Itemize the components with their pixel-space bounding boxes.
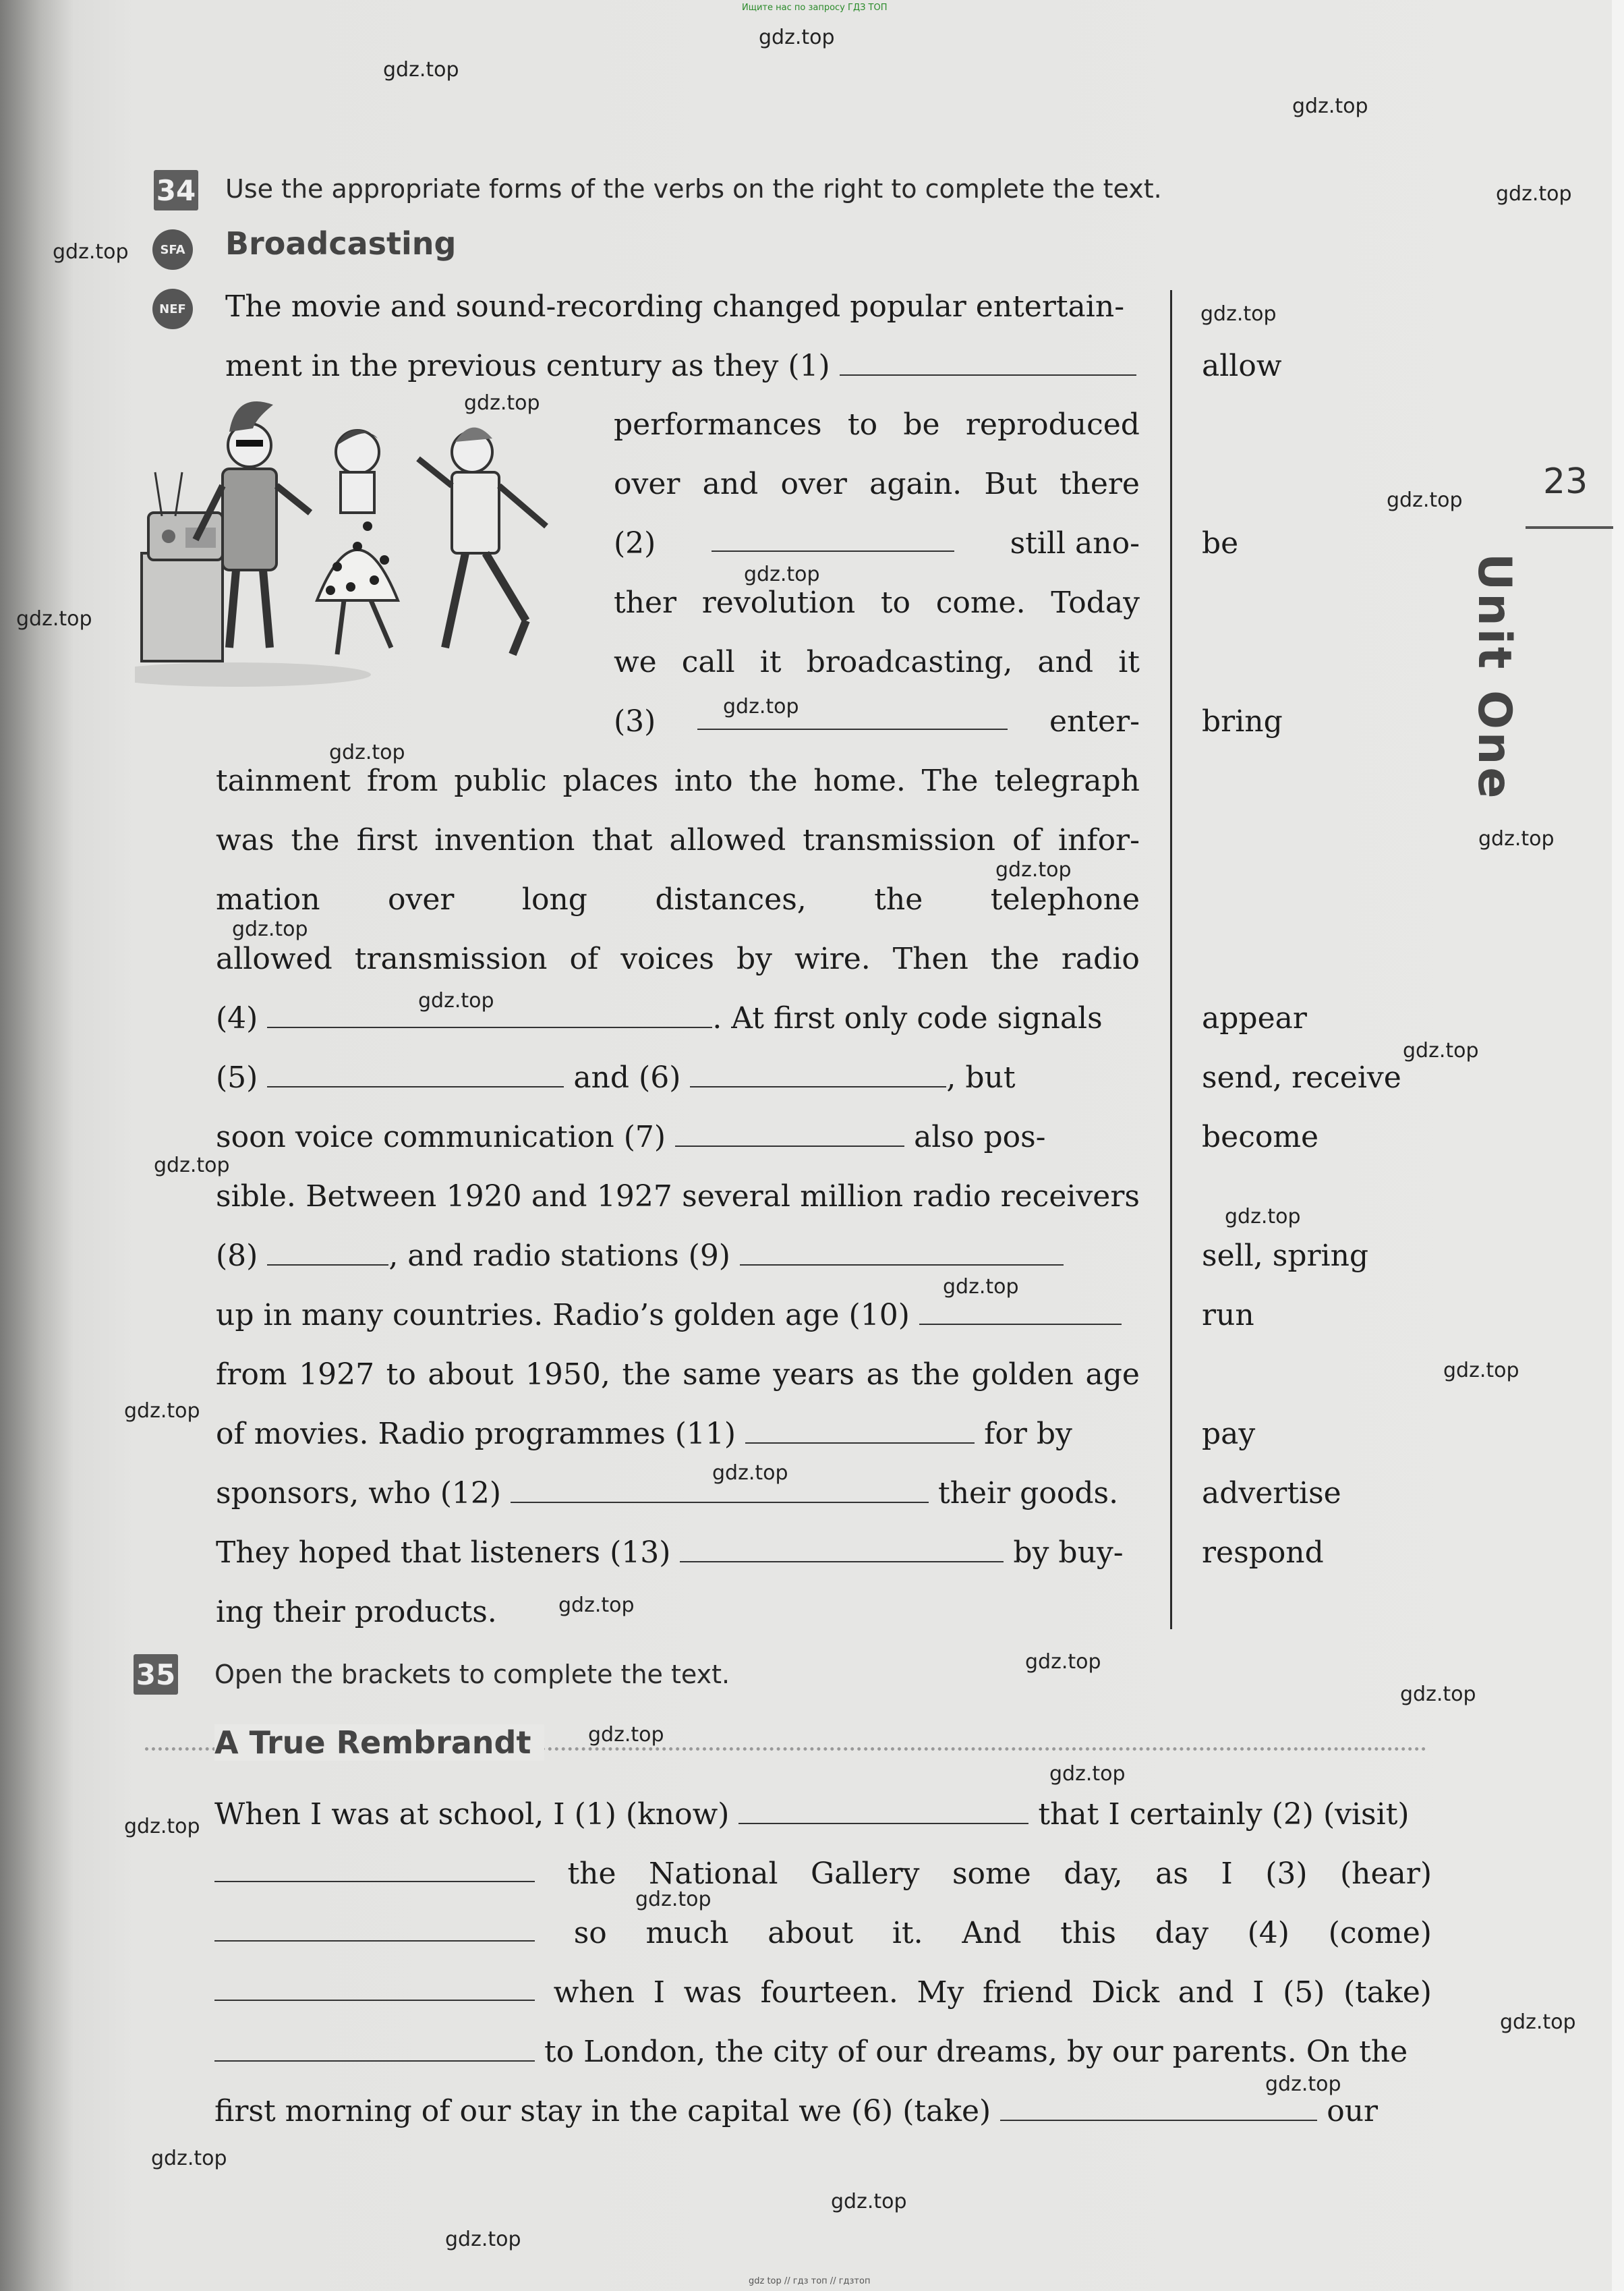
word: years bbox=[773, 1357, 855, 1392]
text-line bbox=[614, 405, 1140, 445]
answer-blank-8[interactable] bbox=[267, 1237, 388, 1266]
word: over bbox=[614, 467, 680, 501]
word: Between bbox=[306, 1179, 437, 1214]
answer-blank-35-5[interactable] bbox=[214, 2033, 535, 2062]
word: the bbox=[622, 1357, 671, 1392]
answer-blank-10[interactable] bbox=[919, 1297, 1122, 1325]
answer-blank-35-2[interactable] bbox=[214, 1854, 535, 1882]
watermark: gdz.top bbox=[1496, 182, 1572, 206]
watermark: gdz.top bbox=[635, 1888, 712, 1911]
word: transmission bbox=[354, 942, 548, 976]
page-edge bbox=[1612, 0, 1624, 2291]
watermark: gdz.top bbox=[558, 1593, 635, 1617]
word: (3) bbox=[1265, 1857, 1308, 1891]
exercise-number: 34 bbox=[154, 170, 198, 210]
text-line bbox=[216, 880, 1140, 920]
verb-hint: sell, spring bbox=[1202, 1239, 1369, 1273]
word: allowed bbox=[216, 942, 332, 976]
watermark: gdz.top bbox=[1478, 827, 1555, 851]
watermark: gdz.top bbox=[1225, 1205, 1301, 1228]
word: of bbox=[569, 942, 599, 976]
word: transmission bbox=[803, 823, 996, 857]
exercise-instruction: Use the appropriate forms of the verbs on the right to complete the text. bbox=[225, 174, 1162, 204]
text-segment: soon voice communication (7) bbox=[216, 1120, 666, 1154]
answer-blank-3[interactable] bbox=[697, 702, 1008, 730]
watermark: gdz.top bbox=[995, 858, 1072, 882]
text-line bbox=[216, 1177, 1140, 1217]
verb-hint: run bbox=[1202, 1298, 1254, 1332]
text-line bbox=[216, 1295, 1122, 1336]
word: some bbox=[952, 1857, 1031, 1891]
word: (5) bbox=[1283, 1975, 1325, 2010]
word: that bbox=[591, 823, 653, 857]
word: performances bbox=[614, 407, 822, 442]
answer-blank-9[interactable] bbox=[740, 1237, 1064, 1266]
text-segment: (8) bbox=[216, 1239, 258, 1273]
text-segment: enter- bbox=[1049, 704, 1140, 739]
word: telegraph bbox=[994, 764, 1140, 798]
watermark: gdz.top bbox=[383, 58, 459, 82]
word: wire. bbox=[794, 942, 871, 976]
word: it bbox=[759, 645, 782, 679]
text-line bbox=[216, 1058, 1016, 1098]
dancers-illustration bbox=[135, 378, 607, 688]
text-line bbox=[614, 524, 1140, 564]
word: much bbox=[645, 1916, 729, 1950]
word: from bbox=[366, 764, 438, 798]
text-segment: ment in the previous century as they (1) bbox=[225, 349, 830, 383]
answer-blank-11[interactable] bbox=[745, 1415, 975, 1444]
watermark: gdz.top bbox=[1387, 488, 1463, 512]
word: of bbox=[1012, 823, 1041, 857]
answer-blank-35-3[interactable] bbox=[214, 1913, 535, 1942]
word: this bbox=[1060, 1916, 1116, 1950]
watermark: gdz.top bbox=[445, 2228, 521, 2251]
answer-blank-4[interactable] bbox=[267, 1000, 712, 1028]
section-heading: A True Rembrandt bbox=[214, 1724, 544, 1761]
bottom-note: gdz top // гдз топ // гдзтоп bbox=[749, 2276, 871, 2286]
section-heading: Broadcasting bbox=[225, 225, 457, 262]
text-segment: sponsors, who (12) bbox=[216, 1476, 502, 1510]
watermark: gdz.top bbox=[1400, 1682, 1476, 1706]
text-line: ing their products. bbox=[216, 1595, 497, 1629]
verb-hint: bring bbox=[1202, 704, 1283, 739]
text-line bbox=[614, 702, 1140, 742]
top-search-note: Ищите нас по запросу ГДЗ ТОП bbox=[742, 3, 888, 13]
verb-hint: be bbox=[1202, 526, 1239, 561]
word: about bbox=[767, 1916, 854, 1950]
word: the bbox=[990, 942, 1039, 976]
word: we bbox=[614, 645, 657, 679]
answer-blank-35-6[interactable] bbox=[1000, 2093, 1317, 2121]
word: National bbox=[648, 1857, 778, 1891]
text-line bbox=[216, 820, 1140, 861]
word: public bbox=[454, 764, 547, 798]
answer-blank-7[interactable] bbox=[675, 1119, 904, 1147]
word: was bbox=[683, 1975, 743, 2010]
word: the bbox=[749, 764, 798, 798]
watermark: gdz.top bbox=[16, 607, 92, 631]
word: I bbox=[653, 1975, 665, 2010]
text-line bbox=[216, 1473, 1118, 1514]
word: about bbox=[428, 1357, 514, 1392]
text-segment: up in many countries. Radio’s golden age (10) bbox=[216, 1298, 910, 1332]
word: revolution bbox=[701, 586, 856, 620]
word: from bbox=[216, 1357, 287, 1392]
verb-hint: send, receive bbox=[1202, 1060, 1401, 1095]
watermark: gdz.top bbox=[1403, 1039, 1479, 1063]
text-segment: (3) bbox=[614, 704, 656, 739]
text-line: The movie and sound-recording changed popular entertain- bbox=[225, 289, 1125, 324]
word: Dick bbox=[1091, 1975, 1160, 2010]
text-segment: first morning of our stay in the capital we (6) (take) bbox=[214, 2094, 991, 2128]
word: I bbox=[1252, 1975, 1265, 2010]
verb-hint: advertise bbox=[1202, 1476, 1341, 1510]
watermark: gdz.top bbox=[759, 26, 835, 49]
word: invention bbox=[434, 823, 575, 857]
word: and bbox=[702, 467, 759, 501]
watermark: gdz.top bbox=[232, 917, 308, 941]
word: fourteen. bbox=[760, 1975, 898, 2010]
watermark: gdz.top bbox=[744, 563, 820, 586]
word: (hear) bbox=[1340, 1857, 1432, 1891]
word: come. bbox=[935, 586, 1026, 620]
exercise-number: 35 bbox=[134, 1654, 178, 1695]
text-line bbox=[216, 1117, 1046, 1158]
watermark: gdz.top bbox=[53, 240, 129, 264]
word: same bbox=[683, 1357, 761, 1392]
sfa-badge-icon: SFA bbox=[152, 229, 193, 270]
text-segment: still ano- bbox=[1010, 526, 1140, 561]
word: over bbox=[388, 882, 455, 917]
word: Gallery bbox=[811, 1857, 920, 1891]
word: by bbox=[736, 942, 772, 976]
word: (take) bbox=[1343, 1975, 1432, 2010]
word: and bbox=[531, 1179, 587, 1214]
word: and bbox=[1037, 645, 1094, 679]
word: friend bbox=[982, 1975, 1073, 2010]
word: there bbox=[1059, 467, 1140, 501]
word: was bbox=[216, 823, 274, 857]
text-line bbox=[216, 761, 1140, 801]
word: 1927 bbox=[299, 1357, 375, 1392]
word: million bbox=[800, 1179, 904, 1214]
word: voices bbox=[620, 942, 714, 976]
word: as bbox=[1155, 1857, 1188, 1891]
text-segment: their goods. bbox=[938, 1476, 1119, 1510]
watermark: gdz.top bbox=[712, 1461, 788, 1485]
watermark: gdz.top bbox=[1049, 1762, 1126, 1786]
answer-blank-13[interactable] bbox=[680, 1534, 1004, 1562]
watermark: gdz.top bbox=[154, 1154, 230, 1177]
word: over bbox=[780, 467, 847, 501]
unit-divider bbox=[1526, 526, 1613, 529]
text-segment: , and radio stations (9) bbox=[388, 1239, 730, 1273]
answer-blank-5[interactable] bbox=[267, 1059, 564, 1087]
watermark: gdz.top bbox=[1292, 94, 1368, 118]
text-line bbox=[216, 1414, 1072, 1454]
word: receivers bbox=[1000, 1179, 1140, 1214]
word: And bbox=[962, 1916, 1022, 1950]
text-segment: (2) bbox=[614, 526, 656, 561]
word: allowed bbox=[669, 823, 786, 857]
text-segment: (5) bbox=[216, 1060, 258, 1095]
watermark: gdz.top bbox=[124, 1399, 200, 1423]
word: several bbox=[682, 1179, 790, 1214]
word: the bbox=[291, 823, 340, 857]
text-line bbox=[216, 1355, 1140, 1395]
word: long bbox=[521, 882, 587, 917]
watermark: gdz.top bbox=[151, 2147, 227, 2170]
text-line bbox=[216, 998, 1103, 1039]
text-segment: (4) bbox=[216, 1001, 258, 1036]
word: (come) bbox=[1328, 1916, 1432, 1950]
text-segment: , but bbox=[946, 1060, 1016, 1095]
watermark: gdz.top bbox=[418, 989, 494, 1013]
text-segment: and (6) bbox=[573, 1060, 681, 1095]
word: the bbox=[910, 1357, 960, 1392]
watermark: gdz.top bbox=[1500, 2010, 1576, 2034]
text-segment: of movies. Radio programmes (11) bbox=[216, 1417, 736, 1451]
word: telephone bbox=[990, 882, 1140, 917]
word: distances, bbox=[655, 882, 807, 917]
word: golden bbox=[971, 1357, 1074, 1392]
text-segment: to London, the city of our dreams, by our parents. On the bbox=[544, 2035, 1408, 2069]
watermark: gdz.top bbox=[1025, 1650, 1101, 1674]
verb-hint: pay bbox=[1202, 1417, 1256, 1451]
word: be bbox=[903, 407, 940, 442]
word: into bbox=[674, 764, 733, 798]
word: day bbox=[1155, 1916, 1209, 1950]
word: But bbox=[984, 467, 1037, 501]
text-line bbox=[614, 642, 1140, 683]
word: reproduced bbox=[965, 407, 1140, 442]
verb-hint: respond bbox=[1202, 1535, 1324, 1570]
word: it. bbox=[892, 1916, 923, 1950]
answer-blank-35-4[interactable] bbox=[214, 1973, 535, 2001]
text-line bbox=[216, 1236, 1064, 1276]
word: I bbox=[1221, 1857, 1233, 1891]
text-segment: They hoped that listeners (13) bbox=[216, 1535, 671, 1570]
word: to bbox=[880, 586, 911, 620]
word: first bbox=[356, 823, 418, 857]
word: tainment bbox=[216, 764, 351, 798]
text-segment: . At first only code signals bbox=[712, 1001, 1103, 1036]
watermark: gdz.top bbox=[1443, 1359, 1519, 1382]
text-line bbox=[225, 346, 1136, 387]
word: My bbox=[917, 1975, 964, 2010]
answer-blank-1[interactable] bbox=[840, 347, 1136, 376]
word: places bbox=[562, 764, 659, 798]
text-line bbox=[216, 939, 1140, 980]
word: it bbox=[1118, 645, 1140, 679]
word: The bbox=[921, 764, 979, 798]
word: when bbox=[553, 1975, 635, 2010]
text-line bbox=[214, 1854, 1432, 1894]
answer-blank-2[interactable] bbox=[712, 524, 954, 552]
word: day, bbox=[1064, 1857, 1123, 1891]
word: radio bbox=[912, 1179, 991, 1214]
text-line bbox=[214, 2032, 1408, 2072]
word: mation bbox=[216, 882, 320, 917]
verb-hint: appear bbox=[1202, 1001, 1307, 1036]
verb-hint: allow bbox=[1202, 349, 1282, 383]
watermark: gdz.top bbox=[831, 2190, 907, 2213]
answer-blank-35-1[interactable] bbox=[738, 1796, 1028, 1824]
word: Today bbox=[1051, 586, 1140, 620]
text-line bbox=[216, 1533, 1124, 1573]
unit-title: Unit One bbox=[1468, 553, 1521, 801]
word: again. bbox=[869, 467, 962, 501]
text-line bbox=[614, 583, 1140, 623]
watermark: gdz.top bbox=[943, 1275, 1019, 1299]
text-segment: that I certainly (2) (visit) bbox=[1038, 1797, 1410, 1832]
verb-hint: become bbox=[1202, 1120, 1319, 1154]
watermark: gdz.top bbox=[329, 741, 405, 764]
nef-badge-icon: NEF bbox=[152, 289, 193, 329]
word: to bbox=[847, 407, 878, 442]
word: sible. bbox=[216, 1179, 296, 1214]
watermark: gdz.top bbox=[124, 1815, 200, 1838]
watermark: gdz.top bbox=[464, 391, 540, 415]
text-segment: also pos- bbox=[914, 1120, 1046, 1154]
text-line bbox=[214, 2091, 1378, 2132]
word: infor- bbox=[1057, 823, 1140, 857]
word: age bbox=[1085, 1357, 1140, 1392]
watermark: gdz.top bbox=[1200, 302, 1277, 326]
page-number: 23 bbox=[1543, 461, 1588, 502]
answer-blank-12[interactable] bbox=[511, 1475, 929, 1503]
text-line bbox=[214, 1913, 1432, 1954]
word: 1920 bbox=[446, 1179, 522, 1214]
word: Then bbox=[892, 942, 968, 976]
word: home. bbox=[813, 764, 906, 798]
text-segment: by buy- bbox=[1013, 1535, 1124, 1570]
watermark: gdz.top bbox=[723, 695, 799, 718]
word: the bbox=[567, 1857, 616, 1891]
exercise-instruction: Open the brackets to complete the text. bbox=[214, 1660, 730, 1689]
text-line bbox=[614, 464, 1140, 505]
text-line bbox=[214, 1973, 1432, 2013]
watermark: gdz.top bbox=[588, 1723, 664, 1747]
word: 1927 bbox=[596, 1179, 672, 1214]
word: as bbox=[866, 1357, 900, 1392]
word: 1950, bbox=[525, 1357, 610, 1392]
word: call bbox=[681, 645, 735, 679]
column-divider bbox=[1170, 290, 1172, 1629]
text-segment: for by bbox=[984, 1417, 1072, 1451]
word: broadcasting, bbox=[806, 645, 1013, 679]
text-segment: our bbox=[1327, 2094, 1379, 2128]
word: so bbox=[573, 1916, 607, 1950]
word: ther bbox=[614, 586, 677, 620]
watermark: gdz.top bbox=[1265, 2072, 1341, 2096]
word: and bbox=[1178, 1975, 1234, 2010]
word: to bbox=[386, 1357, 416, 1392]
answer-blank-6[interactable] bbox=[690, 1059, 946, 1087]
word: the bbox=[874, 882, 923, 917]
word: (4) bbox=[1247, 1916, 1289, 1950]
text-segment: When I was at school, I (1) (know) bbox=[214, 1797, 730, 1832]
word: radio bbox=[1061, 942, 1140, 976]
text-line bbox=[214, 1794, 1410, 1835]
